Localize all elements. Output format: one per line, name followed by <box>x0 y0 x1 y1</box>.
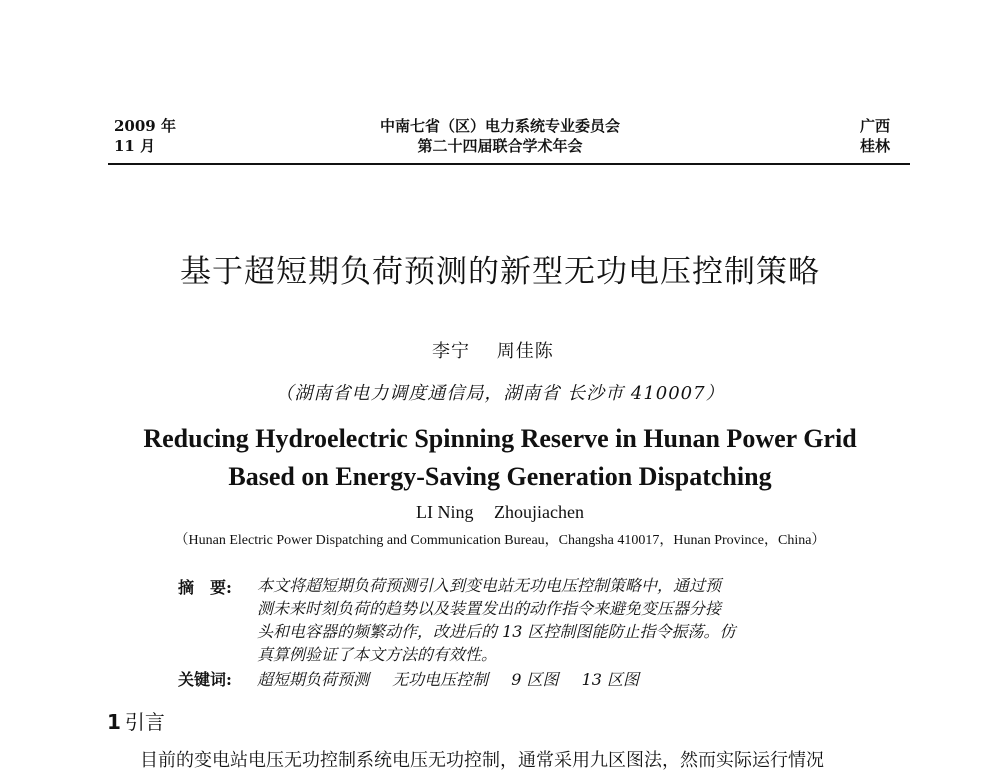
authors-en <box>0 502 1000 523</box>
keyword-item: 9 区图 <box>511 670 559 689</box>
section-heading <box>107 706 165 735</box>
paper-title-en-line1: Reducing Hydroelectric Spinning Reserve in Hunan Power Grid <box>143 424 857 453</box>
keywords-label: 关键词: <box>178 670 232 689</box>
keyword-item: 13 区图 <box>581 670 640 689</box>
header-year: 2009 年 <box>114 117 176 135</box>
paper-title-cn: 基于超短期负荷预测的新型无功电压控制策略 <box>180 254 820 290</box>
header-conference <box>0 116 1000 156</box>
section-title: 引言 <box>124 710 165 734</box>
body-paragraph-first-line: 目前的变电站电压无功控制系统电压无功控制，通常采用九区图法，然而实际运行情况 <box>140 750 824 771</box>
author-en-1: LI Ning <box>416 502 474 522</box>
abstract-line: 头和电容器的频繁动作，改进后的 13 区控制图能防止指令振荡。仿 <box>257 622 736 641</box>
keyword-item: 无功电压控制 <box>392 670 489 689</box>
keyword-item: 超短期负荷预测 <box>257 670 370 689</box>
keywords-list <box>257 667 657 690</box>
header-divider <box>108 163 910 165</box>
header-location <box>860 116 890 156</box>
author-cn-1: 李宁 <box>432 341 470 362</box>
header-place-line1: 广西 <box>859 117 890 135</box>
header-month: 11 月 <box>114 137 156 155</box>
abstract-text <box>257 574 857 666</box>
abstract-line: 真算例验证了本文方法的有效性。 <box>257 645 498 664</box>
author-cn-2: 周佳陈 <box>496 341 554 362</box>
authors-cn <box>432 337 574 363</box>
affiliation-cn: （湖南省电力调度通信局，湖南省 长沙市 410007） <box>275 383 725 404</box>
affiliation-en: （Hunan Electric Power Dispatching and Communication Bureau，Changsha 410017，Hunan Province，China） <box>174 533 826 548</box>
header-org-line2: 第二十四届联合学术年会 <box>417 137 583 155</box>
abstract-line: 测未来时刻负荷的趋势以及装置发出的动作指令来避免变压器分接 <box>257 599 722 618</box>
paper-title-en-line2: Based on Energy-Saving Generation Dispatching <box>228 462 772 491</box>
header-place-line2: 桂林 <box>859 137 890 155</box>
header-org-line1: 中南七省（区）电力系统专业委员会 <box>379 117 620 135</box>
author-en-2: Zhoujiachen <box>494 502 584 522</box>
abstract-label: 摘 要: <box>178 578 232 597</box>
abstract-line: 本文将超短期负荷预测引入到变电站无功电压控制策略中，通过预 <box>257 576 722 595</box>
section-number: 1 <box>107 710 121 734</box>
